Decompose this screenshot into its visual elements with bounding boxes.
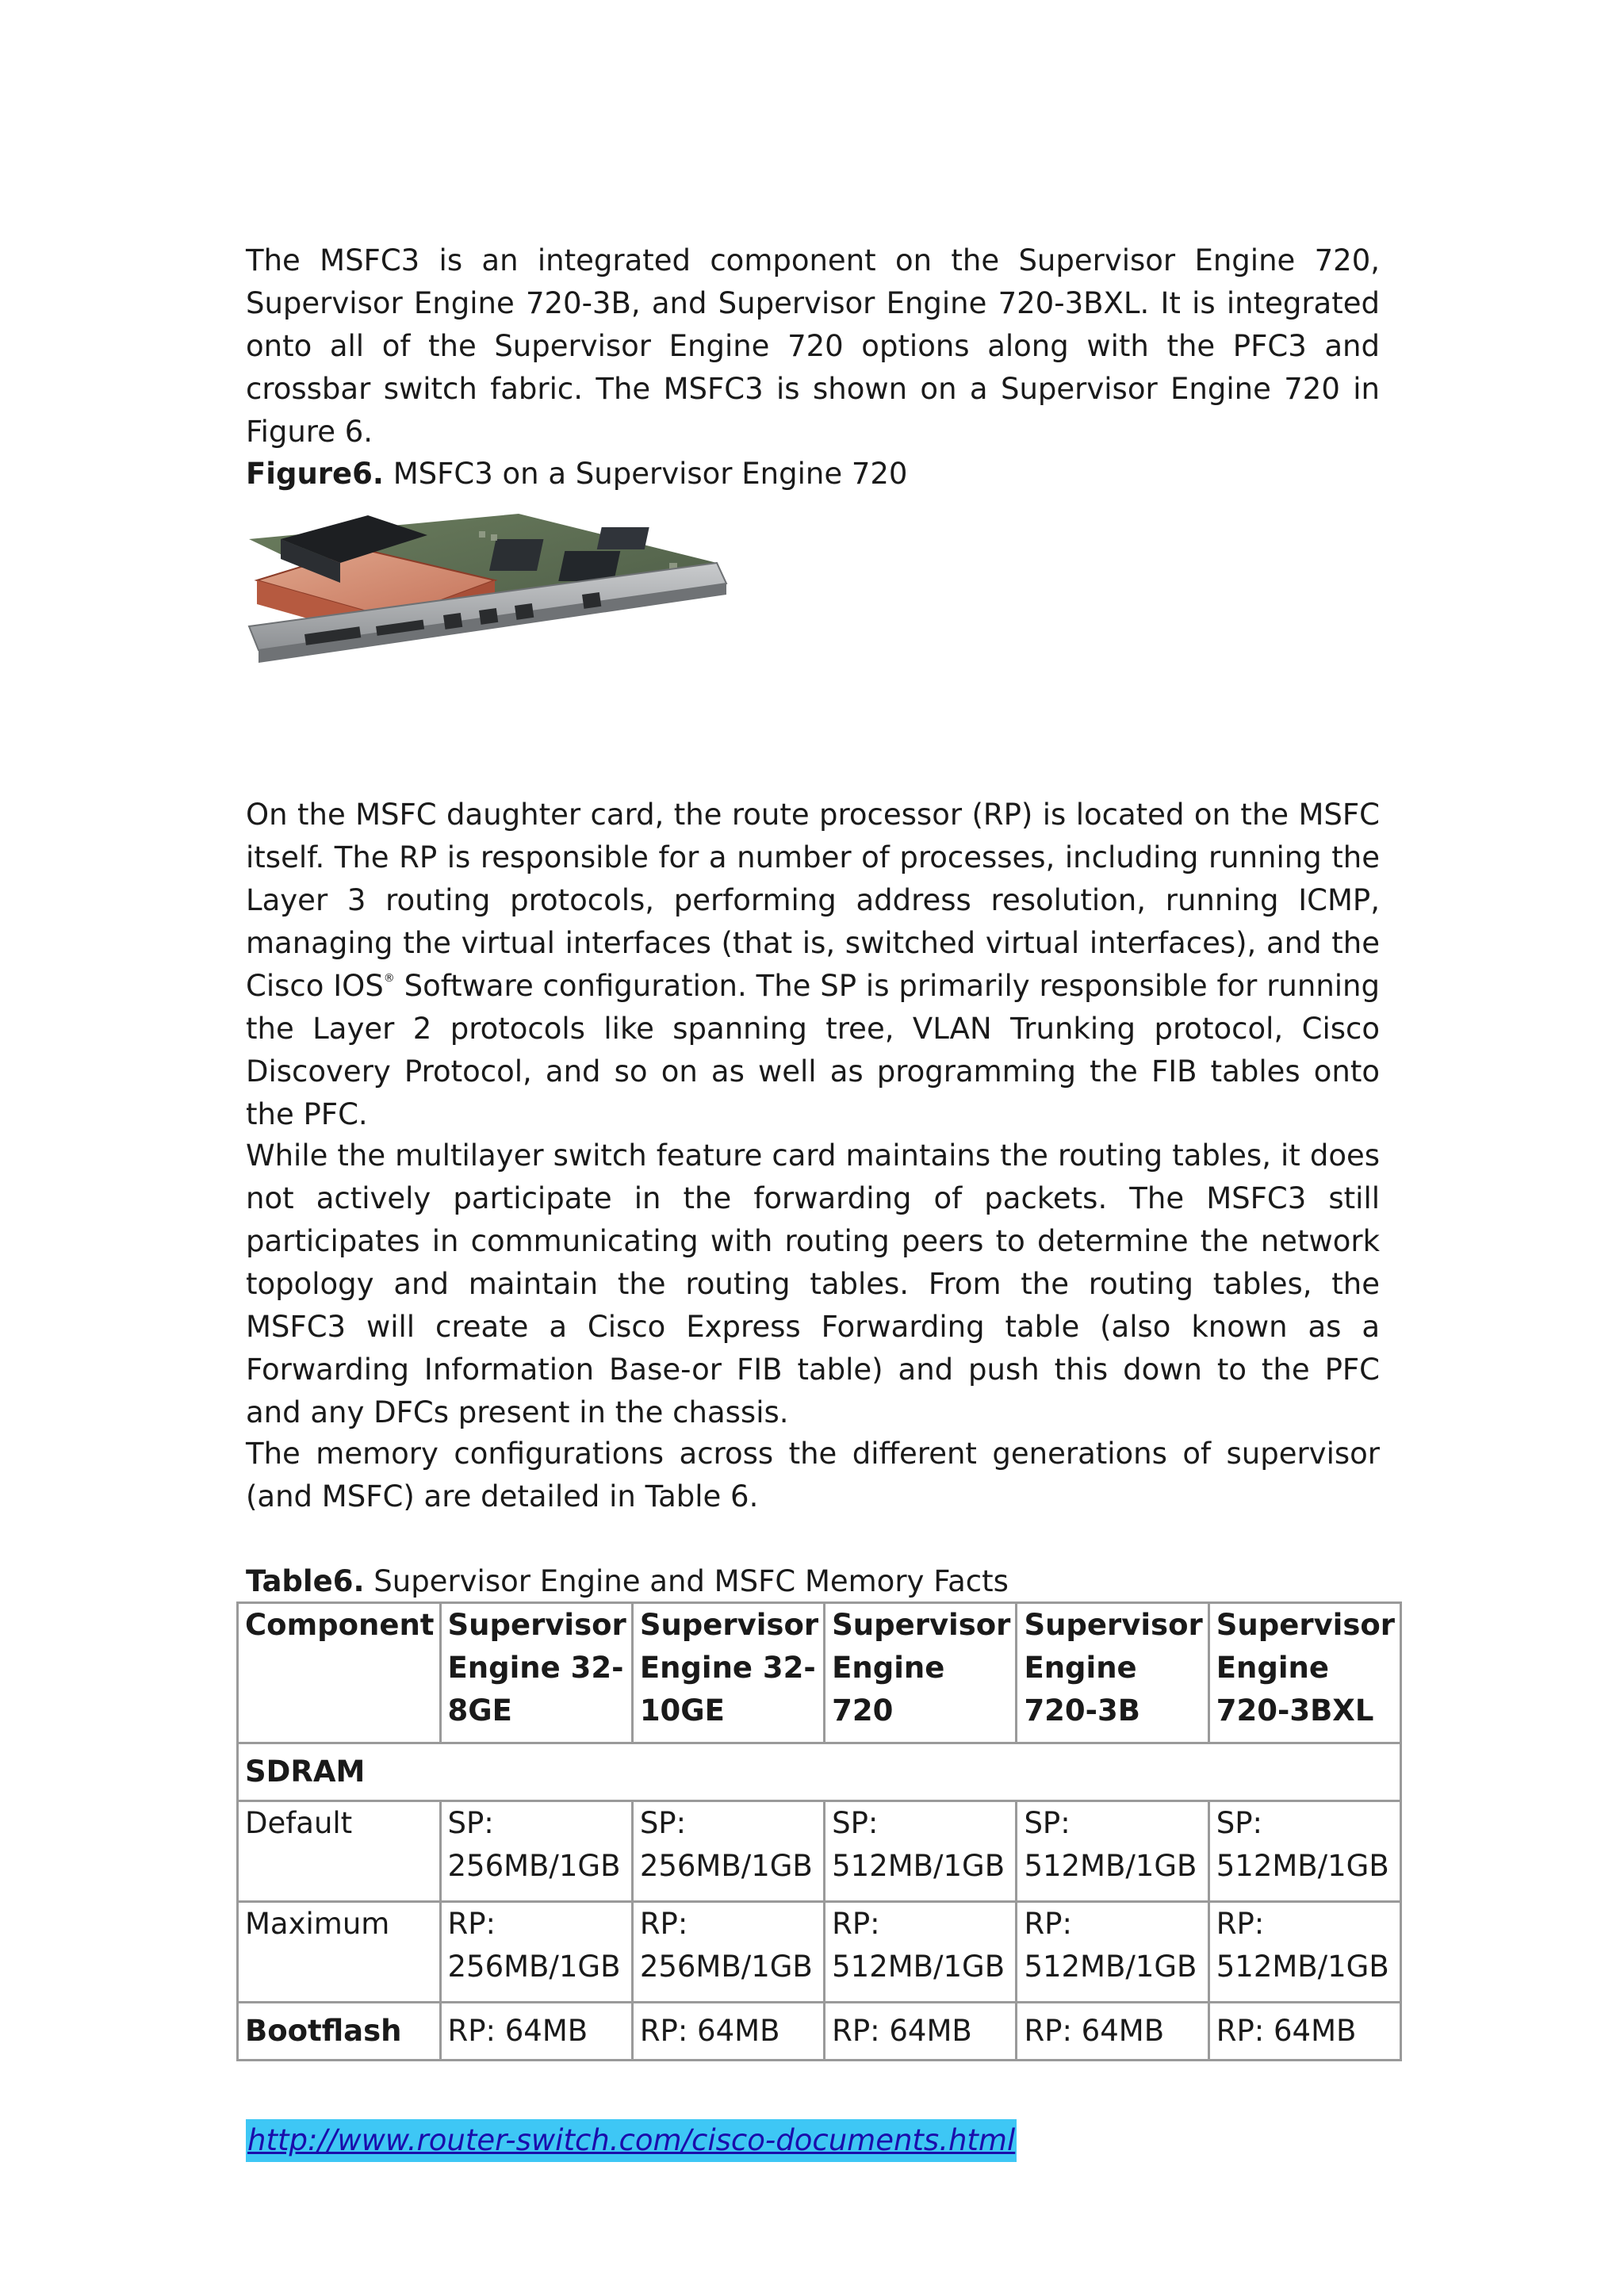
section-sdram: SDRAM bbox=[238, 1743, 1401, 1801]
header-sup720-3b: Supervisor Engine 720-3B bbox=[1017, 1603, 1208, 1743]
memory-facts-table bbox=[236, 1601, 1402, 2061]
table-caption bbox=[246, 1560, 1009, 1603]
table-section-row bbox=[238, 1743, 1401, 1801]
forwarding-paragraph: While the multilayer switch feature card maintains the routing tables, it does not actively participate in the forwarding of packets. The MSFC3 still participates in communicating with routing peers to determine the network topology and maintain the routing tables. From the routing tables, the MSFC3 will create a Cisco Express Forwarding table (also known as a Forwarding Information Base-or FIB table) and push this down to the PFC and any DFCs present in the chassis. bbox=[246, 1138, 1380, 1429]
table-row bbox=[238, 1902, 1401, 2003]
table-label: Table6. bbox=[246, 1564, 365, 1598]
header-sup720: Supervisor Engine 720 bbox=[825, 1603, 1017, 1743]
table-cell: RP: 64MB bbox=[825, 2003, 1017, 2061]
footer-documents-link[interactable]: http://www.router-switch.com/cisco-documents.html bbox=[246, 2119, 1017, 2162]
route-processor-text-a: On the MSFC daughter card, the route processor (RP) is located on the MSFC itself. The RP is responsible for a number of processes, including running the Layer 3 routing protocols, performing address resolution, running ICMP, managing the virtual interfaces (that is, switched virtual interfaces), and the Cisco IOS bbox=[246, 798, 1380, 1003]
memory-intro-paragraph: The memory configurations across the different generations of supervisor (and MSFC) are detailed in Table 6. bbox=[246, 1437, 1380, 1513]
row-label-maximum: Maximum bbox=[238, 1902, 441, 2003]
table-cell: RP: 512MB/1GB bbox=[825, 1902, 1017, 2003]
table-caption-text: Supervisor Engine and MSFC Memory Facts bbox=[364, 1564, 1009, 1598]
table-header-row bbox=[238, 1603, 1401, 1743]
route-processor-paragraph bbox=[246, 794, 1380, 1136]
registered-mark: ® bbox=[383, 972, 395, 985]
route-processor-text-b: Software configuration. The SP is primarily responsible for running the Layer 2 protocols like spanning tree, VLAN Trunking protocol, Cisco Discovery Protocol, and so on as well as programming the FIB tables onto the PFC. bbox=[246, 969, 1380, 1131]
table-cell: RP: 64MB bbox=[1017, 2003, 1208, 2061]
table-cell: RP: 512MB/1GB bbox=[1017, 1902, 1208, 2003]
table-cell: SP: 256MB/1GB bbox=[632, 1801, 824, 1902]
table-cell: RP: 64MB bbox=[1208, 2003, 1400, 2061]
table-row bbox=[238, 1801, 1401, 1902]
table-cell: RP: 256MB/1GB bbox=[632, 1902, 824, 2003]
figure-label: Figure6. bbox=[246, 457, 384, 491]
header-component: Component bbox=[238, 1603, 441, 1743]
table-row bbox=[238, 2003, 1401, 2061]
table-cell: RP: 64MB bbox=[632, 2003, 824, 2061]
table-cell: RP: 512MB/1GB bbox=[1208, 1902, 1400, 2003]
supervisor-engine-photo bbox=[241, 507, 741, 745]
row-label-bootflash: Bootflash bbox=[238, 2003, 441, 2061]
header-sup32-10ge: Supervisor Engine 32-10GE bbox=[632, 1603, 824, 1743]
table-cell: SP: 512MB/1GB bbox=[1208, 1801, 1400, 1902]
figure-caption-text: MSFC3 on a Supervisor Engine 720 bbox=[383, 457, 908, 491]
table-cell: RP: 64MB bbox=[440, 2003, 632, 2061]
table-cell: SP: 512MB/1GB bbox=[825, 1801, 1017, 1902]
row-label-default: Default bbox=[238, 1801, 441, 1902]
figure-caption bbox=[246, 453, 907, 496]
header-sup32-8ge: Supervisor Engine 32-8GE bbox=[440, 1603, 632, 1743]
table-cell: SP: 512MB/1GB bbox=[1017, 1801, 1208, 1902]
table-cell: RP: 256MB/1GB bbox=[440, 1902, 632, 2003]
intro-paragraph: The MSFC3 is an integrated component on the Supervisor Engine 720, Supervisor Engine 720-3B, and Supervisor Engine 720-3BXL. It is integrated onto all of the Supervisor Engine 720 options along with the PFC3 and crossbar switch fabric. The MSFC3 is shown on a Supervisor Engine 720 in Figure 6. bbox=[246, 243, 1380, 449]
table-cell: SP: 256MB/1GB bbox=[440, 1801, 632, 1902]
header-sup720-3bxl: Supervisor Engine 720-3BXL bbox=[1208, 1603, 1400, 1743]
